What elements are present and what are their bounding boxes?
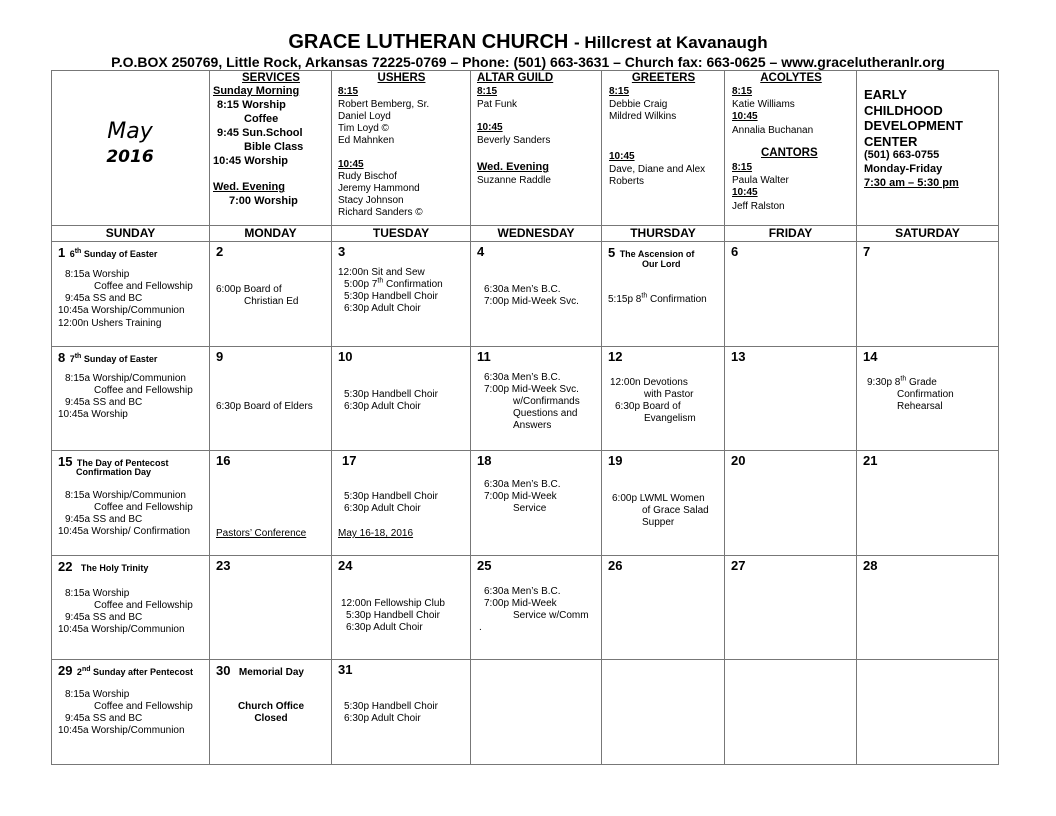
event: [608, 294, 707, 306]
event: 9:45a SS and BC: [65, 514, 143, 526]
day-number: 7: [863, 243, 871, 259]
event: Church Office: [237, 701, 305, 713]
event: 12:00n Sit and Sew: [338, 266, 425, 278]
ordinal-suffix: th: [641, 292, 648, 300]
calendar-table: [51, 70, 999, 765]
usher-name: Robert Bemberg, Sr.: [338, 99, 430, 110]
week-row: [52, 346, 999, 451]
day-cell: [210, 660, 332, 765]
ecdc-line: DEVELOPMENT: [864, 118, 963, 133]
day-cell: [210, 241, 332, 346]
event: 5:30p Handbell Choir: [344, 701, 438, 713]
event: 5:30p Handbell Choir: [344, 290, 438, 302]
event: 10:45a Worship/ Confirmation: [58, 526, 191, 538]
day-number: 21: [863, 453, 878, 469]
day-number: 16: [216, 453, 231, 469]
day-number: 10: [338, 348, 353, 364]
ecdc-hours: 7:30 am – 5:30 pm: [864, 177, 959, 189]
ecdc-cell: [857, 71, 999, 226]
event: Confirmation: [897, 388, 954, 400]
day-cell-empty: [602, 660, 725, 765]
services-cell: [210, 71, 332, 226]
altar-guild-heading: ALTAR GUILD: [477, 72, 554, 84]
day-title: Memorial Day: [238, 667, 304, 679]
day-title: The Ascension of: [619, 248, 695, 259]
event: of Grace Salad: [642, 505, 709, 517]
greeter-name: Dave, Diane and Alex: [609, 164, 706, 175]
event: 9:45a SS and BC: [65, 713, 143, 725]
altar-name-1045: Beverly Sanders: [477, 135, 551, 146]
day-number: 30: [216, 663, 231, 679]
day-title: Confirmation Day: [76, 467, 152, 478]
event: Service: [513, 503, 547, 515]
day-cell: [52, 451, 210, 556]
event: Service w/Comm: [513, 609, 589, 621]
day-cell: [210, 451, 332, 556]
day-number: 1: [58, 244, 66, 260]
day-cell: [857, 346, 999, 451]
day-number: 24: [338, 557, 353, 573]
altar-name-wed: Suzanne Raddle: [477, 175, 551, 186]
day-cell: [210, 555, 332, 660]
day-number: 18: [477, 453, 492, 469]
greeters-time-1045: 10:45: [609, 151, 635, 162]
cantors-heading: CANTORS: [761, 147, 818, 159]
event: .: [479, 621, 482, 633]
event: 5:30p Handbell Choir: [344, 491, 438, 503]
ecdc-title: [864, 87, 963, 149]
event: 7:00p Mid-Week: [484, 597, 557, 609]
day-cell: [52, 241, 210, 346]
day-number: 23: [216, 557, 231, 573]
day-cell-empty: [471, 660, 602, 765]
event: 12:00n Ushers Training: [58, 317, 162, 329]
year: 2016: [106, 147, 154, 167]
day-cell: [602, 555, 725, 660]
event: Closed: [254, 713, 288, 725]
greeter-name: Mildred Wilkins: [609, 111, 677, 122]
ushers-cell: [332, 71, 471, 226]
ecdc-phone: (501) 663-0755: [864, 149, 940, 161]
ordinal-suffix: th: [377, 277, 384, 285]
day-number: 25: [477, 557, 492, 573]
week-row: [52, 241, 999, 346]
weekday-label: WEDNESDAY: [471, 225, 602, 241]
event: Coffee and Fellowship: [94, 599, 193, 611]
day-number: 22: [58, 558, 73, 574]
day-cell: [332, 660, 471, 765]
day-cell: [52, 555, 210, 660]
acolyte-name-815: Katie Williams: [732, 99, 795, 110]
ecdc-line: CENTER: [864, 133, 918, 149]
greeters-time-815: 8:15: [609, 86, 630, 97]
day-cell: [471, 346, 602, 451]
day-number: 31: [338, 662, 353, 678]
services-coffee: Coffee: [244, 113, 279, 125]
event: 6:00p LWML Women: [612, 493, 705, 505]
altar-time-815: 8:15: [477, 86, 498, 97]
day-cell: [332, 346, 471, 451]
event: 6:30p Board of: [615, 400, 681, 412]
day-number: 4: [477, 243, 485, 259]
usher-name: Jeremy Hammond: [338, 183, 420, 194]
services-sunschool: 9:45 Sun.School: [217, 127, 303, 139]
day-cell: [857, 451, 999, 556]
day-cell-empty: [725, 660, 857, 765]
event: 6:30a Men’s B.C.: [484, 585, 561, 597]
ordinal-suffix: th: [900, 375, 907, 383]
event: Christian Ed: [244, 295, 299, 307]
cantors-time-1045: 10:45: [732, 187, 758, 198]
church-address: P.O.BOX 250769, Little Rock, Arkansas 72225-0769 – Phone: (501) 663-3631 – Church fax: 663-0625 – www.gracelutheranlr.org: [111, 54, 945, 70]
week-row: [52, 555, 999, 660]
event: 5:30p Handbell Choir: [344, 388, 438, 400]
event: 7:00p Mid-Week: [484, 491, 557, 503]
greeter-name: Roberts: [609, 176, 645, 187]
day-number: 12: [608, 348, 623, 364]
ecdc-line: EARLY: [864, 87, 907, 102]
day-cell: [602, 241, 725, 346]
day-number: 11: [477, 348, 491, 364]
services-wed-evening: Wed. Evening: [213, 181, 285, 193]
greeters-heading: GREETERS: [631, 72, 696, 84]
event: 6:30p Adult Choir: [344, 302, 421, 314]
day-ordinal-suffix: th: [74, 247, 82, 255]
usher-name: Daniel Loyd: [338, 111, 391, 122]
day-header: [58, 244, 157, 262]
ushers-time-1045: 10:45: [338, 159, 364, 170]
day-cell: [725, 555, 857, 660]
services-sunday-morning: Sunday Morning: [213, 85, 300, 97]
event: with Pastor: [644, 388, 694, 400]
cantor-name-1045: Jeff Ralston: [732, 201, 785, 212]
usher-name: Richard Sanders ©: [338, 207, 423, 218]
event: 12:00n Devotions: [610, 376, 688, 388]
day-cell: [857, 555, 999, 660]
day-number: 20: [731, 453, 746, 469]
event: Pastors’ Conference: [216, 528, 307, 540]
event: 6:30p Adult Choir: [344, 400, 421, 412]
day-cell: [602, 346, 725, 451]
event-text: Confirmation: [647, 293, 707, 305]
event: Supper: [642, 517, 675, 529]
ushers-time-815: 8:15: [338, 86, 359, 97]
event-text: 5:15p 8: [608, 293, 642, 305]
event: 10:45a Worship/Communion: [58, 725, 185, 737]
event: 10:45a Worship/Communion: [58, 623, 185, 635]
day-header: [58, 558, 148, 576]
event: 7:00p Mid-Week Svc.: [484, 295, 579, 307]
weekday-label: SATURDAY: [857, 225, 999, 241]
weekday-label: TUESDAY: [332, 225, 471, 241]
event: 8:15a Worship: [65, 268, 130, 280]
event: w/Confirmands: [513, 395, 580, 407]
month-cell: [52, 71, 210, 226]
event: 8:15a Worship: [65, 587, 130, 599]
usher-name: Rudy Bischof: [338, 171, 397, 182]
day-header: [58, 662, 193, 680]
weekday-label: THURSDAY: [602, 225, 725, 241]
week-row: [52, 451, 999, 556]
altar-wed-evening: Wed. Evening: [477, 161, 549, 173]
info-row: [52, 71, 999, 226]
greeters-cell: [602, 71, 725, 226]
day-ordinal-suffix: nd: [81, 666, 91, 674]
event: 6:30a Men’s B.C.: [484, 371, 561, 383]
day-cell: [471, 451, 602, 556]
event: [867, 377, 937, 389]
day-number: 26: [608, 557, 623, 573]
day-number: 14: [863, 348, 878, 364]
church-location: - Hillcrest at Kavanaugh: [573, 33, 768, 52]
day-number: 28: [863, 557, 878, 573]
altar-name-815: Pat Funk: [477, 99, 518, 110]
event: 7:00p Mid-Week Svc.: [484, 383, 579, 395]
event: 6:30p Adult Choir: [344, 713, 421, 725]
weekday-label: FRIDAY: [725, 225, 857, 241]
day-title: The Holy Trinity: [80, 562, 149, 573]
cantor-name-815: Paula Walter: [732, 175, 789, 186]
day-cell: [602, 451, 725, 556]
day-number: 15: [58, 454, 73, 470]
event-text: Confirmation: [383, 278, 443, 290]
weekday-label: SUNDAY: [52, 225, 210, 241]
day-number: 5: [608, 244, 616, 260]
day-cell: [332, 451, 471, 556]
day-title: The Day of Pentecost: [76, 458, 169, 469]
day-cell-empty: [857, 660, 999, 765]
event: [344, 279, 443, 291]
event: Coffee and Fellowship: [94, 502, 193, 514]
greeter-name: Debbie Craig: [609, 99, 668, 110]
services-worship-1045: 10:45 Worship: [213, 155, 288, 167]
altar-guild-cell: [471, 71, 602, 226]
weekday-label: MONDAY: [210, 225, 332, 241]
day-cell: [725, 346, 857, 451]
event: Coffee and Fellowship: [94, 701, 193, 713]
event: Rehearsal: [897, 400, 943, 412]
services-heading: SERVICES: [242, 72, 300, 84]
event: 6:30p Adult Choir: [344, 503, 421, 515]
day-cell: [725, 241, 857, 346]
day-title: Our Lord: [642, 258, 681, 269]
day-number: 9: [216, 348, 224, 364]
event: 6:30p Adult Choir: [346, 621, 423, 633]
church-title: [0, 30, 1056, 55]
event: 6:00p Board of: [216, 283, 282, 295]
services-bible-class: Bible Class: [244, 141, 304, 153]
event-text: Grade: [906, 376, 937, 388]
cantors-time-815: 8:15: [732, 162, 753, 173]
day-number: 19: [608, 453, 623, 469]
day-number: 2: [216, 243, 224, 259]
day-cell: [52, 660, 210, 765]
day-ordinal: 7: [69, 353, 75, 364]
event: 8:15a Worship/Communion: [65, 372, 186, 384]
day-number: 27: [731, 557, 746, 573]
event: 6:30p Board of Elders: [216, 400, 313, 412]
day-number: 3: [338, 243, 346, 259]
day-cell: [210, 346, 332, 451]
month-name: May: [107, 119, 153, 144]
day-ordinal: 6: [69, 248, 75, 259]
acolytes-cell: [725, 71, 857, 226]
altar-time-1045: 10:45: [477, 122, 503, 133]
event: 9:45a SS and BC: [65, 396, 143, 408]
day-number: 17: [342, 453, 357, 469]
event: 9:45a SS and BC: [65, 611, 143, 623]
event-text: 5:00p 7: [344, 278, 378, 290]
usher-name: Tim Loyd ©: [338, 123, 389, 134]
event: 12:00n Fellowship Club: [341, 597, 445, 609]
day-header: [58, 349, 157, 367]
event: Questions and: [513, 407, 578, 419]
event: Coffee and Fellowship: [94, 280, 193, 292]
ushers-heading: USHERS: [377, 72, 426, 84]
day-number: 6: [731, 243, 739, 259]
usher-name: Ed Mahnken: [338, 135, 395, 146]
day-cell: [471, 555, 602, 660]
event: 10:45a Worship: [58, 408, 128, 420]
ecdc-line: CHILDHOOD: [864, 102, 943, 118]
day-header: [216, 662, 304, 680]
day-cell: [471, 241, 602, 346]
event: 6:30a Men’s B.C.: [484, 283, 561, 295]
day-cell: [725, 451, 857, 556]
event: Answers: [513, 419, 552, 431]
day-ordinal-suffix: th: [74, 352, 82, 360]
week-row: [52, 660, 999, 765]
event: 5:30p Handbell Choir: [346, 609, 440, 621]
acolytes-heading: ACOLYTES: [760, 72, 822, 84]
acolytes-time-815: 8:15: [732, 86, 753, 97]
event: 6:30a Men’s B.C.: [484, 479, 561, 491]
services-worship-815: 8:15 Worship: [217, 99, 286, 111]
day-ordinal: 2: [76, 667, 82, 678]
event: 10:45a Worship/Communion: [58, 304, 185, 316]
day-number: 29: [58, 663, 73, 679]
acolytes-time-1045: 10:45: [732, 111, 758, 122]
ecdc-days: Monday-Friday: [864, 163, 943, 175]
weekday-header-row: [52, 225, 999, 241]
event: 8:15a Worship/Communion: [65, 490, 186, 502]
event: Evangelism: [644, 412, 696, 424]
event: 9:45a SS and BC: [65, 292, 143, 304]
day-cell: [332, 555, 471, 660]
day-number: 13: [731, 348, 746, 364]
acolyte-name-1045: Annalia Buchanan: [732, 125, 814, 136]
day-cell: [857, 241, 999, 346]
day-title: Sunday after Pentecost: [93, 667, 194, 678]
day-cell: [332, 241, 471, 346]
day-number: 8: [58, 349, 66, 365]
services-worship-700: 7:00 Worship: [229, 195, 298, 207]
day-title: Sunday of Easter: [83, 248, 158, 259]
event: 8:15a Worship: [65, 689, 130, 701]
day-cell: [52, 346, 210, 451]
event-text: 9:30p 8: [867, 376, 901, 388]
church-name: GRACE LUTHERAN CHURCH: [288, 31, 569, 53]
event: May 16-18, 2016: [338, 528, 414, 540]
event: Coffee and Fellowship: [94, 384, 193, 396]
usher-name: Stacy Johnson: [338, 195, 404, 206]
day-title: Sunday of Easter: [83, 353, 158, 364]
